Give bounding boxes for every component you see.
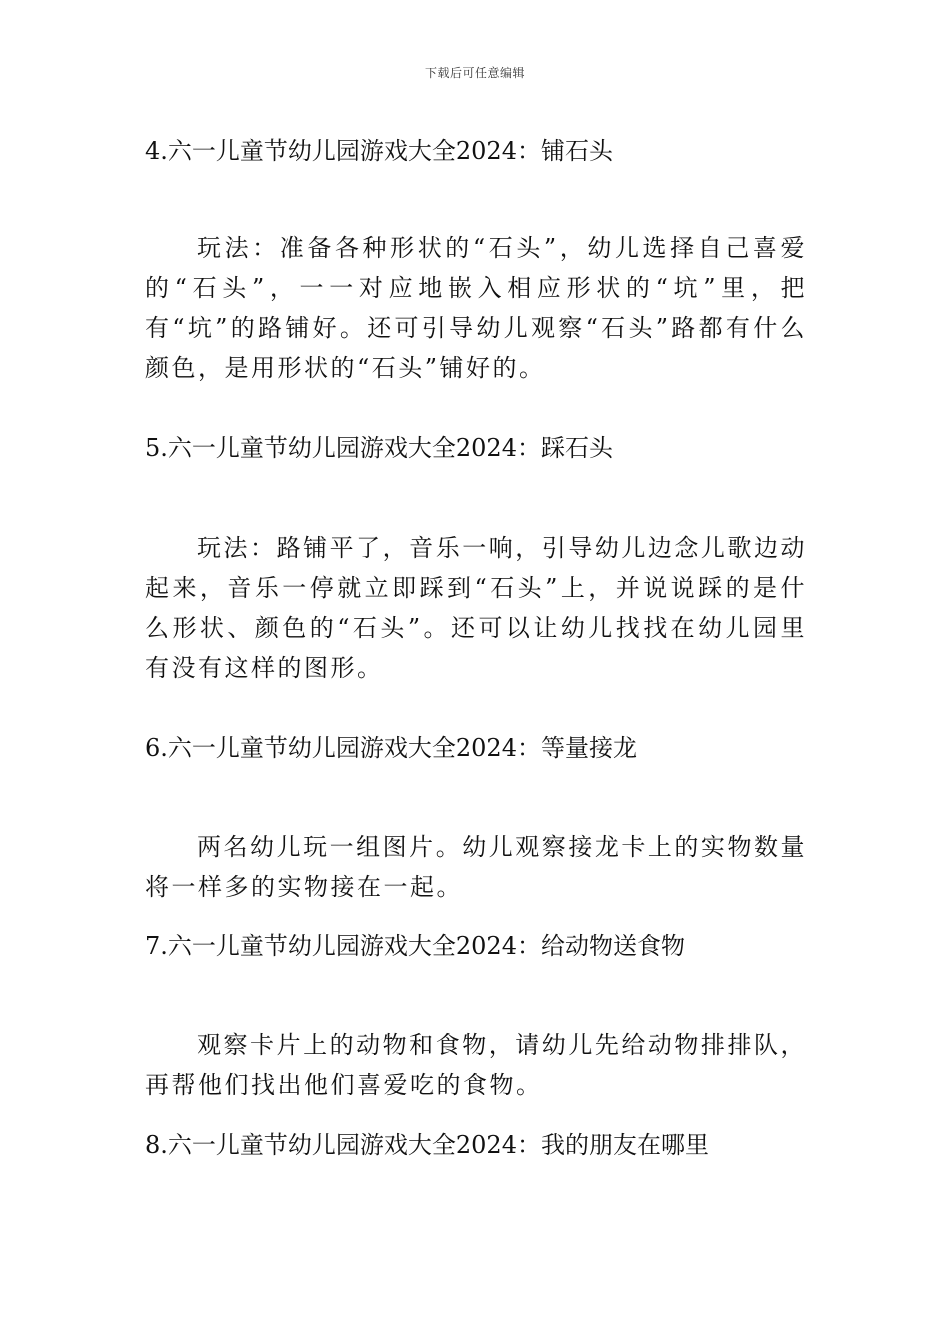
section-heading-8: 8.六一儿童节幼儿园游戏大全2024：我的朋友在哪里 bbox=[145, 1131, 709, 1159]
section-body-4: 玩法：准备各种形状的“石头”，幼儿选择自己喜爱的“石头”，一一对应地嵌入相应形状的“坑”里，把有“坑”的路铺好。还可引导幼儿观察“石头”路都有什么颜色，是用形状的“石头”铺好的。 bbox=[145, 234, 807, 382]
section-heading-6: 6.六一儿童节幼儿园游戏大全2024：等量接龙 bbox=[145, 734, 637, 762]
section-body-5: 玩法：路铺平了，音乐一响，引导幼儿边念儿歌边动起来，音乐一停就立即踩到“石头”上，并说说踩的是什么形状、颜色的“石头”。还可以让幼儿找找在幼儿园里有没有这样的图形。 bbox=[145, 534, 807, 682]
header-watermark: 下载后可任意编辑 bbox=[424, 66, 525, 80]
section-heading-5: 5.六一儿童节幼儿园游戏大全2024：踩石头 bbox=[145, 434, 613, 462]
section-body-6: 两名幼儿玩一组图片。幼儿观察接龙卡上的实物数量将一样多的实物接在一起。 bbox=[145, 833, 807, 901]
section-body-7: 观察卡片上的动物和食物，请幼儿先给动物排排队，再帮他们找出他们喜爱吃的食物。 bbox=[145, 1031, 807, 1099]
section-heading-4: 4.六一儿童节幼儿园游戏大全2024：铺石头 bbox=[145, 137, 613, 165]
section-heading-7: 7.六一儿童节幼儿园游戏大全2024：给动物送食物 bbox=[145, 932, 685, 960]
